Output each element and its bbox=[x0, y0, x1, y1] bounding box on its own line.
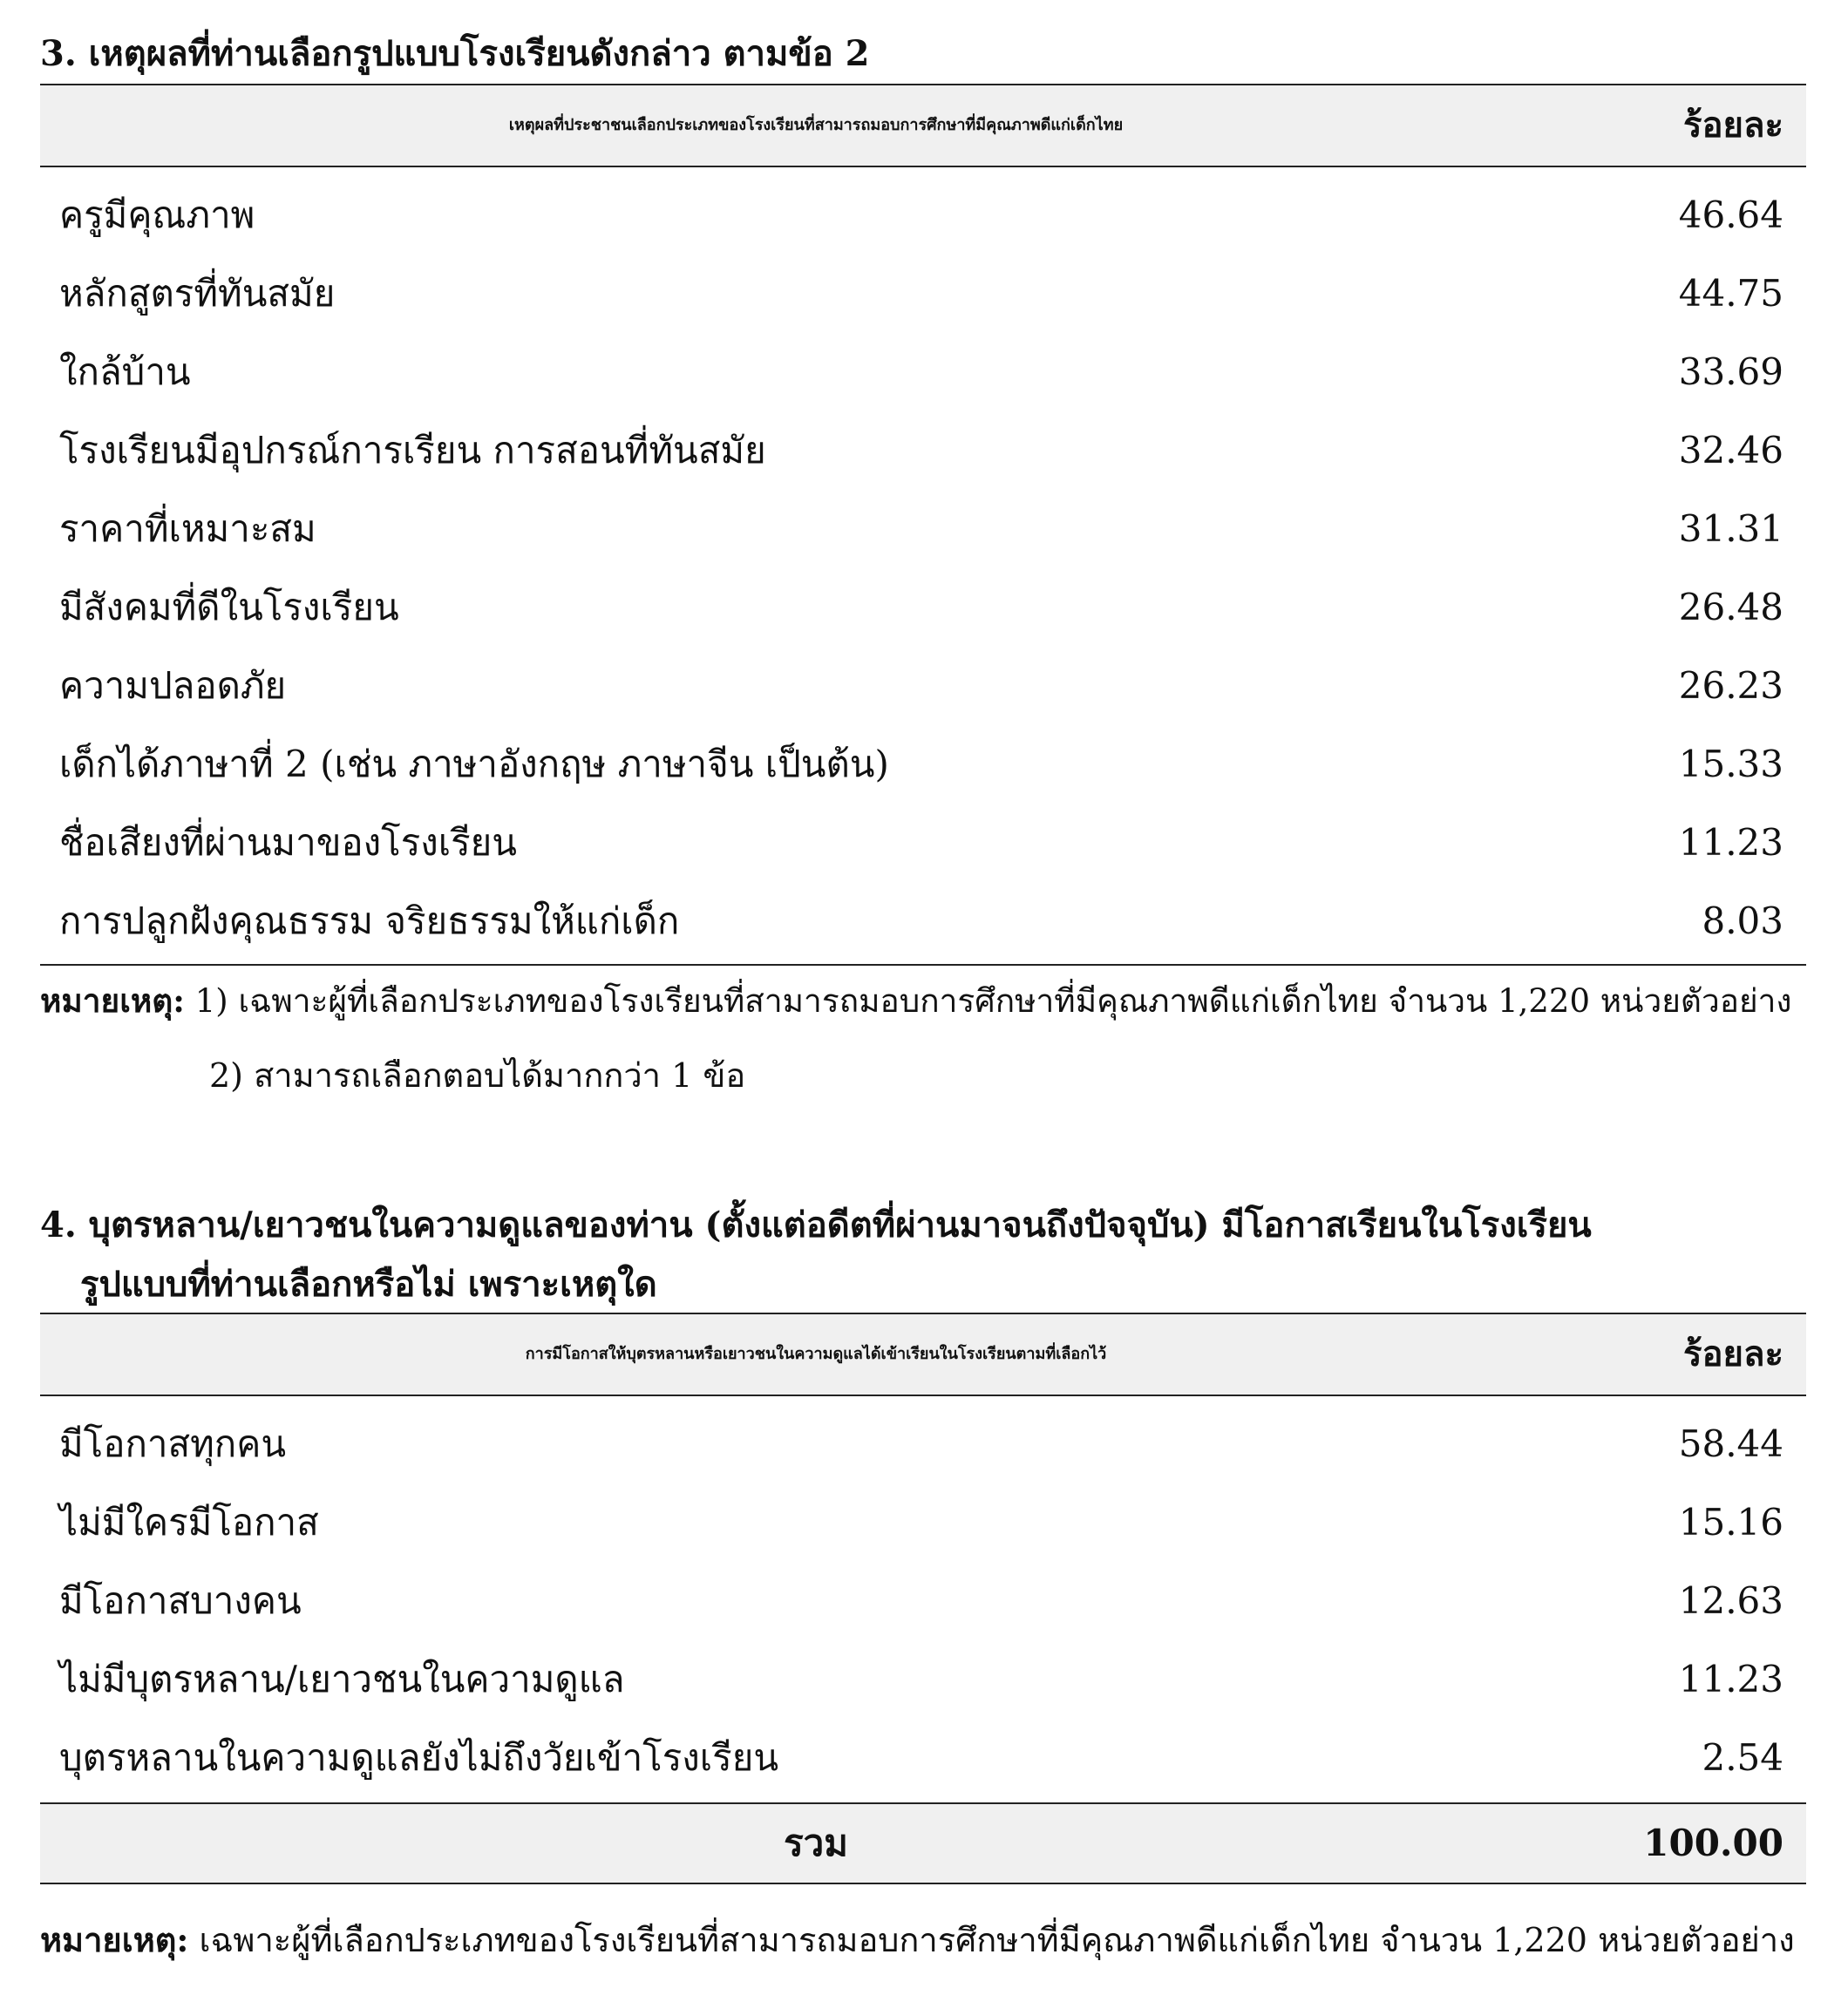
section4-bottom-rule bbox=[40, 1883, 1806, 1884]
row-label: มีสังคมที่ดีในโรงเรียน bbox=[59, 586, 399, 628]
table-row bbox=[40, 1483, 1806, 1562]
row-label: มีโอกาสบางคน bbox=[59, 1579, 302, 1622]
row-label: มีโอกาสทุกคน bbox=[59, 1422, 287, 1465]
section4-header-reason: การมีโอกาสให้บุตรหลานหรือเยาวชนในความดูแลได้เข้าเรียนในโรงเรียนตามที่เลือกไว้ bbox=[525, 1345, 1107, 1363]
row-label: ครูมีคุณภาพ bbox=[59, 193, 255, 236]
section4-table-header bbox=[40, 1313, 1806, 1396]
total-label: รวม bbox=[784, 1822, 848, 1864]
table-row bbox=[40, 333, 1806, 411]
row-value: 31.31 bbox=[1678, 507, 1783, 550]
table-row bbox=[40, 1719, 1806, 1797]
row-value: 46.64 bbox=[1678, 193, 1783, 236]
table-row bbox=[40, 411, 1806, 490]
table-row bbox=[40, 647, 1806, 725]
note-label: หมายเหตุ: bbox=[40, 981, 185, 1020]
section3-note-1 bbox=[40, 980, 1791, 1022]
row-value: 15.16 bbox=[1678, 1501, 1783, 1544]
row-value: 2.54 bbox=[1702, 1736, 1783, 1779]
note-label: หมายเหตุ: bbox=[40, 1920, 189, 1959]
table-row bbox=[40, 568, 1806, 647]
section4-total-row bbox=[40, 1804, 1806, 1883]
row-value: 26.48 bbox=[1678, 586, 1783, 628]
row-label: หลักสูตรที่ทันสมัย bbox=[59, 272, 336, 315]
section4-heading-line1: 4. บุตรหลาน/เยาวชนในความดูแลของท่าน (ตั้งแต่อดีตที่ผ่านมาจนถึงปัจจุบัน) มีโอกาสเรียนในโรงเรียน bbox=[40, 1205, 1592, 1245]
row-value: 58.44 bbox=[1678, 1422, 1783, 1465]
row-label: ใกล้บ้าน bbox=[59, 350, 191, 393]
row-label: โรงเรียนมีอุปกรณ์การเรียน การสอนที่ทันสมัย bbox=[59, 429, 766, 472]
row-value: 33.69 bbox=[1678, 350, 1783, 393]
section4-note bbox=[40, 1919, 1795, 1961]
section3-heading: 3. เหตุผลที่ท่านเลือกรูปแบบโรงเรียนดังกล่าว ตามข้อ 2 bbox=[40, 33, 870, 74]
note-text: 1) เฉพาะผู้ที่เลือกประเภทของโรงเรียนที่สามารถมอบการศึกษาที่มีคุณภาพดีแก่เด็กไทย จำนวน 1,220 หน่วยตัวอย่าง bbox=[184, 982, 1792, 1020]
section3-note-2: 2) สามารถเลือกตอบได้มากกว่า 1 ข้อ bbox=[209, 1056, 746, 1095]
table-row bbox=[40, 1405, 1806, 1483]
row-value: 11.23 bbox=[1678, 821, 1783, 864]
row-value: 44.75 bbox=[1678, 272, 1783, 315]
row-label: ไม่มีใครมีโอกาส bbox=[59, 1501, 319, 1544]
table-row bbox=[40, 490, 1806, 568]
row-label: ชื่อเสียงที่ผ่านมาของโรงเรียน bbox=[59, 821, 517, 864]
row-value: 11.23 bbox=[1678, 1658, 1783, 1700]
section4-header-percent: ร้อยละ bbox=[1683, 1334, 1783, 1374]
section3-header-percent: ร้อยละ bbox=[1683, 105, 1783, 146]
row-label: เด็กได้ภาษาที่ 2 (เช่น ภาษาอังกฤษ ภาษาจีน เป็นต้น) bbox=[59, 743, 889, 785]
table-row bbox=[40, 254, 1806, 333]
row-value: 12.63 bbox=[1678, 1579, 1783, 1622]
row-label: บุตรหลานในความดูแลยังไม่ถึงวัยเข้าโรงเรียน bbox=[59, 1736, 779, 1779]
row-label: ราคาที่เหมาะสม bbox=[59, 507, 316, 550]
table-row bbox=[40, 1562, 1806, 1640]
section4-heading-line2: รูปแบบที่ท่านเลือกหรือไม่ เพราะเหตุใด bbox=[80, 1264, 657, 1305]
row-label: การปลูกฝังคุณธรรม จริยธรรมให้แก่เด็ก bbox=[59, 899, 680, 942]
table-row bbox=[40, 725, 1806, 804]
total-value: 100.00 bbox=[1643, 1822, 1783, 1864]
row-value: 32.46 bbox=[1678, 429, 1783, 472]
row-value: 26.23 bbox=[1678, 664, 1783, 707]
table-row bbox=[40, 1640, 1806, 1719]
row-label: ความปลอดภัย bbox=[59, 664, 287, 707]
table-row bbox=[40, 882, 1806, 960]
section3-table-header bbox=[40, 84, 1806, 167]
section3-header-reason: เหตุผลที่ประชาชนเลือกประเภทของโรงเรียนที่สามารถมอบการศึกษาที่มีคุณภาพดีแก่เด็กไทย bbox=[508, 116, 1124, 134]
note-text: เฉพาะผู้ที่เลือกประเภทของโรงเรียนที่สามารถมอบการศึกษาที่มีคุณภาพดีแก่เด็กไทย จำนวน 1,220 หน่วยตัวอย่าง bbox=[188, 1921, 1795, 1959]
row-value: 8.03 bbox=[1702, 899, 1783, 942]
table-row bbox=[40, 804, 1806, 882]
section3-bottom-rule bbox=[40, 964, 1806, 966]
row-label: ไม่มีบุตรหลาน/เยาวชนในความดูแล bbox=[59, 1658, 625, 1700]
row-value: 15.33 bbox=[1678, 743, 1783, 785]
table-row bbox=[40, 176, 1806, 254]
